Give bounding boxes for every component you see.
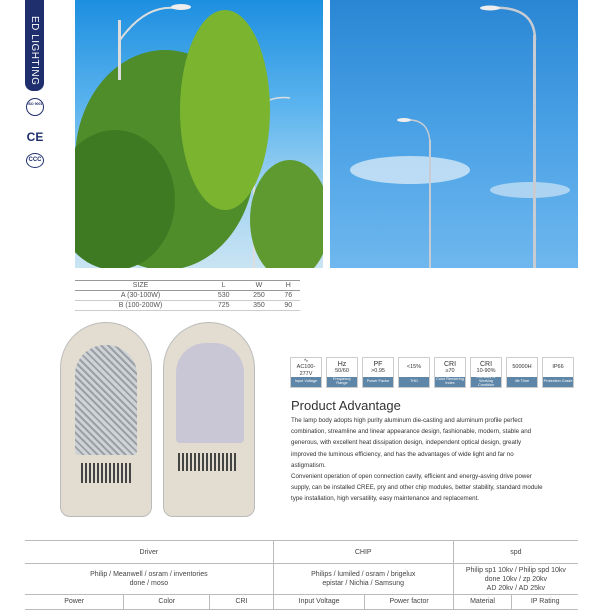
lamp-back-image	[163, 322, 255, 517]
spec-frequency: Hz 50/60 Frequency Range	[326, 357, 358, 388]
cell: CRI	[210, 595, 273, 610]
header-cell: H	[277, 281, 301, 291]
cell: Philips / lumiled / osram / brigelux epistar / Nichia / Samsung	[273, 564, 453, 595]
cell: IP Rating	[512, 595, 578, 610]
header-cell: CHIP	[273, 541, 453, 564]
spec-thd: <15% THD	[398, 357, 430, 388]
cell: B (100-200W)	[75, 301, 206, 311]
spec-lifetime: 50000H life Time	[506, 357, 538, 388]
cell: Philip / Meanwell / osram / inventories done / moso	[25, 564, 273, 595]
header-cell: L	[206, 281, 241, 291]
header-cell: Driver	[25, 541, 273, 564]
advantage-text	[291, 415, 546, 505]
cell: 350	[241, 301, 276, 311]
header-cell: W	[241, 281, 276, 291]
advantage-title: Product Advantage	[291, 398, 401, 413]
cell: 725	[206, 301, 241, 311]
cell: Color	[124, 595, 210, 610]
sine-wave-icon: ∿	[303, 358, 309, 365]
table-row	[75, 301, 300, 311]
table-header-row	[75, 281, 300, 291]
cell: 250	[241, 291, 276, 301]
ccc-mark-icon: CCC	[26, 153, 44, 168]
header-cell: spd	[453, 541, 578, 564]
cell: Power	[25, 595, 124, 610]
streetlight-photo-trees	[75, 0, 323, 268]
spec-cri: CRI ≥70 Color Rendering Index	[434, 357, 466, 388]
brand-banner: ED LIGHTING	[25, 0, 44, 91]
spec-protection: IP66 Protection Grade	[542, 357, 574, 388]
cell: 530	[206, 291, 241, 301]
cell: Input Voltage	[273, 595, 365, 610]
spec-input-voltage: ∿ AC100-277V Input Voltage	[290, 357, 322, 388]
header-cell: SIZE	[75, 281, 206, 291]
size-table	[75, 280, 300, 311]
spec-icons-row	[290, 357, 574, 388]
advantage-paragraph: The lamp body adopts high purity aluminum die-casting and aluminum profile perfect combination, streamline and linear appearance design, fashionable, modern, stable and generous, with excellent heat dissipation design, independent optical design, greatly improved the luminous efficiency, and has the advantages of wide light and far no astigmatism.	[291, 417, 532, 469]
cell: A (30-100W)	[75, 291, 206, 301]
table-row	[75, 291, 300, 301]
cell: Power factor	[365, 595, 453, 610]
spec-humidity: CRI 10-90% Humidity of Working Condition	[470, 357, 502, 388]
lamp-front-image	[60, 322, 152, 517]
cell: Material	[453, 595, 512, 610]
streetlight-photo-sky	[330, 0, 578, 268]
cell: 76	[277, 291, 301, 301]
cell: 90	[277, 301, 301, 311]
advantage-paragraph: Convenient operation of open connection cavity, efficient and energy-asving drive power supply, can be installed CREE, pry and other chip modules, better stability, standard module type installation, high versatility, easy maintenance and replacement.	[291, 473, 543, 503]
ce-mark-icon: CE	[26, 130, 44, 144]
cell: Philip sp1 10kv / Philip spd 10kv done 10kv / zp 20kv AD 20kv / AD 25kv	[453, 564, 578, 595]
iso-cert-icon: ISO 9001	[26, 98, 44, 116]
spec-power-factor: PF >0.95 Power Factor	[362, 357, 394, 388]
